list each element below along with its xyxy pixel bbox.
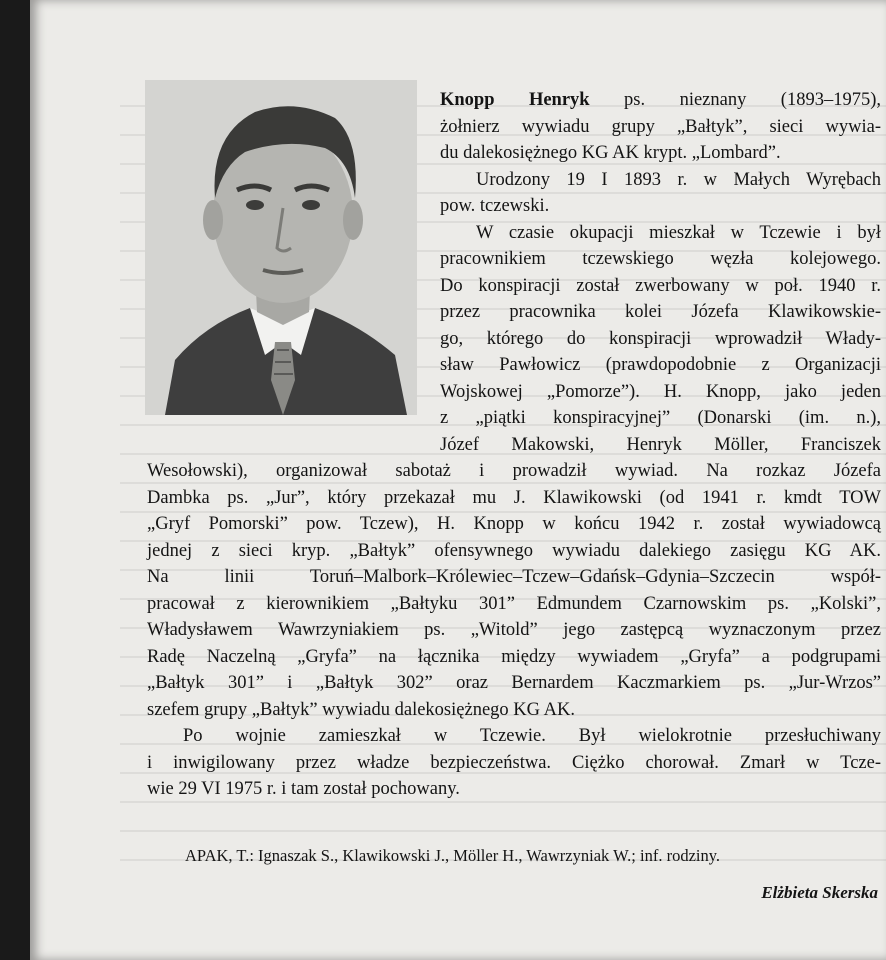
book-page (30, 0, 886, 960)
entry-right-column (440, 87, 881, 458)
portrait-photo (145, 80, 417, 415)
text-line: pracownikiem tczewskiego węzła kolejowego. (440, 249, 881, 269)
text-line: i inwigilowany przez władze bezpieczeństwa. Ciężko chorował. Zmarł w Tcze- (147, 752, 881, 773)
text-line: pow. tczewski. (440, 196, 550, 216)
text-line: jednej z sieci kryp. „Bałtyk” ofensywnego wywiadu dalekiego zasięgu KG AK. (147, 540, 881, 561)
text-line: pracował z kierownikiem „Bałtyku 301” Edmundem Czarnowskim ps. „Kolski”, (147, 593, 881, 614)
text-line: Wojskowej „Pomorze”). H. Knopp, jako jeden (440, 381, 881, 402)
text-line: Dambka ps. „Jur”, który przekazał mu J. Klawikowski (od 1941 r. kmdt TOW (147, 487, 881, 508)
author-signature: Elżbieta Skerska (761, 883, 878, 902)
text-line: wie 29 VI 1975 r. i tam został pochowany. (147, 779, 460, 799)
text-line: z „piątki konspiracyjnej” (Donarski (im. n.), (440, 408, 881, 428)
text-line: Władysławem Wawrzyniakiem ps. „Witold” jego zastępcą wyznaczonym przez (147, 620, 881, 640)
text-line: szefem grupy „Bałtyk” wywiadu dalekosiężnego KG AK. (147, 699, 575, 720)
text-line: Do konspiracji został zwerbowany w poł. 1940 r. (440, 275, 881, 296)
text-line: sław Pawłowicz (prawdopodobnie z Organizacji (440, 355, 881, 375)
text-line: Po wojnie zamieszkał w Tczewie. Był wielokrotnie przesłuchiwany (183, 726, 881, 746)
text-line: du dalekosiężnego KG AK krypt. „Lombard”. (440, 143, 781, 163)
text-line: przez pracownika kolei Józefa Klawikowskie- (440, 302, 881, 322)
text-line: Na linii Toruń–Malbork–Królewiec–Tczew–Gdańsk–Gdynia–Szczecin współ- (147, 567, 881, 587)
text-line: „Gryf Pomorski” pow. Tczew), H. Knopp w końcu 1942 r. został wywiadowcą (147, 514, 881, 534)
text-line: Urodzony 19 I 1893 r. w Małych Wyrębach (476, 169, 881, 190)
text-line: go, którego do konspiracji wprowadził Włady- (440, 328, 881, 349)
text-line: Józef Makowski, Henryk Möller, Franciszek (440, 434, 881, 455)
entry-full-width (147, 458, 881, 803)
text-line: „Bałtyk 301” i „Bałtyk 302” oraz Bernardem Kaczmarkiem ps. „Jur-Wrzos” (147, 673, 881, 693)
entry-name: Knopp Henryk (440, 90, 590, 110)
source-citation: APAK, T.: Ignaszak S., Klawikowski J., Möller H., Wawrzyniak W.; inf. rodziny. (185, 846, 721, 865)
text-line: Radę Naczelną „Gryfa” na łącznika między wywiadem „Gryfa” a podgrupami (147, 646, 881, 667)
entry-heading-rest: ps. nieznany (1893–1975), (589, 90, 882, 110)
text-line: żołnierz wywiadu grupy „Bałtyk”, sieci wywia- (440, 116, 881, 137)
text-line: Wesołowski), organizował sabotaż i prowadził wywiad. Na rozkaz Józefa (147, 461, 881, 481)
entry-heading-line (440, 87, 881, 114)
text-line: W czasie okupacji mieszkał w Tczewie i był (476, 222, 881, 243)
